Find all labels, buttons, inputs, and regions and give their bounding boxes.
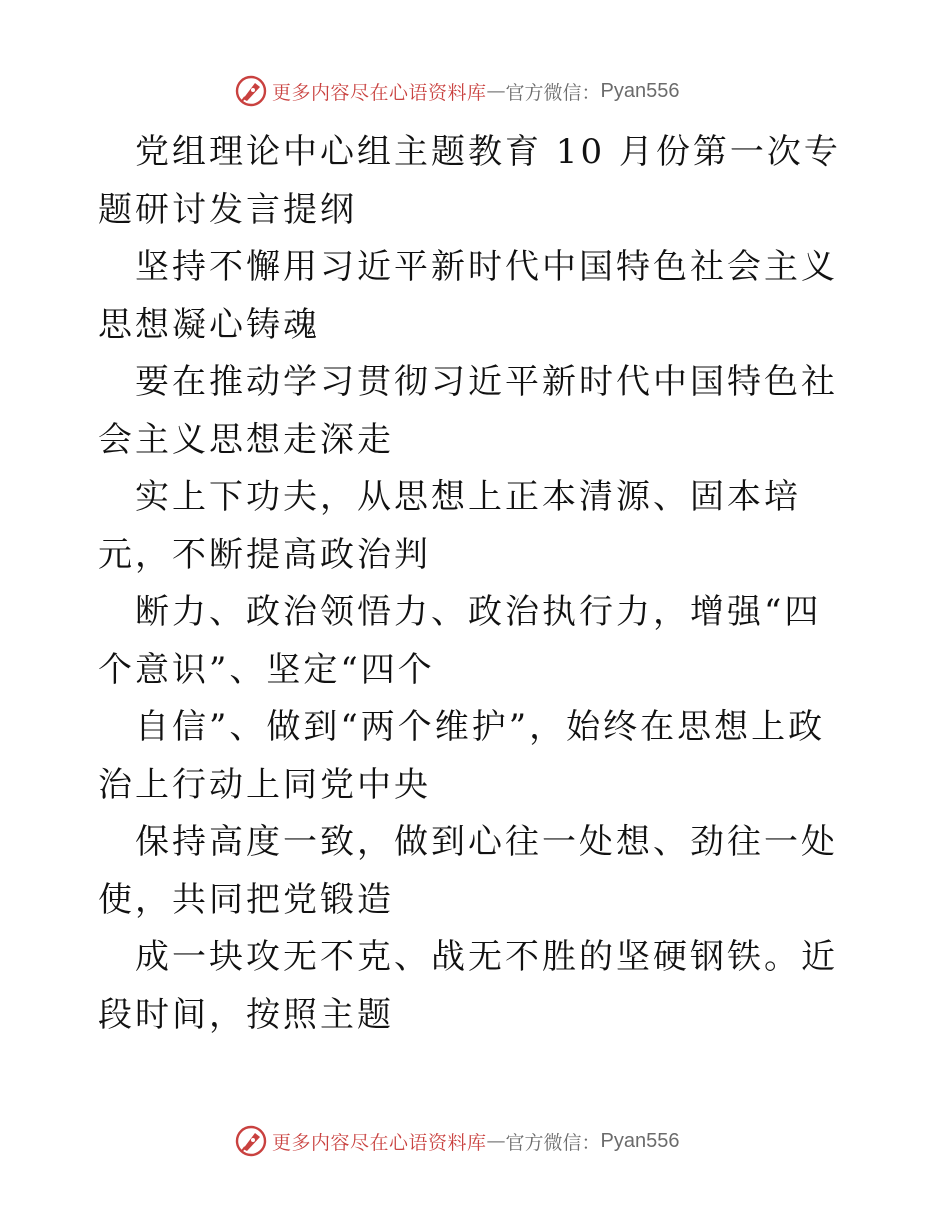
- paragraph: 坚持不懈用习近平新时代中国特色社会主义思想凝心铸魂: [98, 247, 838, 345]
- header-watermark-banner: [234, 71, 754, 111]
- pen-nib-circle-icon: [234, 74, 268, 108]
- paragraph: 实上下功夫，从思想上正本清源、固本培元，不断提高政治判: [98, 477, 801, 575]
- banner-title: 更多内容尽在心语资料库: [272, 81, 487, 104]
- paragraph: 党组理论中心组主题教育 10 月份第一次专题研讨发言提纲: [98, 132, 841, 230]
- banner-dash: —: [486, 1130, 506, 1152]
- banner-title: 更多内容尽在心语资料库: [272, 1131, 487, 1154]
- document-body: [98, 124, 858, 1044]
- banner-wechat-id: Pyan556: [600, 79, 680, 102]
- banner-wechat-label: 官方微信：: [505, 1131, 601, 1154]
- banner-wechat-label: 官方微信：: [505, 81, 601, 104]
- paragraph: 自信”、做到“两个维护”，始终在思想上政治上行动上同党中央: [98, 707, 826, 805]
- paragraph: 保持高度一致，做到心往一处想、劲往一处使，共同把党锻造: [98, 822, 838, 920]
- paragraph: 要在推动学习贯彻习近平新时代中国特色社会主义思想走深走: [98, 362, 838, 460]
- paragraph: 成一块攻无不克、战无不胜的坚硬钢铁。近段时间，按照主题: [98, 937, 838, 1035]
- paragraph: 断力、政治领悟力、政治执行力，增强“四个意识”、坚定“四个: [98, 592, 822, 690]
- banner-wechat-id: Pyan556: [600, 1129, 680, 1152]
- banner-dash: —: [486, 80, 506, 102]
- footer-watermark-banner: [234, 1121, 754, 1161]
- pen-nib-circle-icon: [234, 1124, 268, 1158]
